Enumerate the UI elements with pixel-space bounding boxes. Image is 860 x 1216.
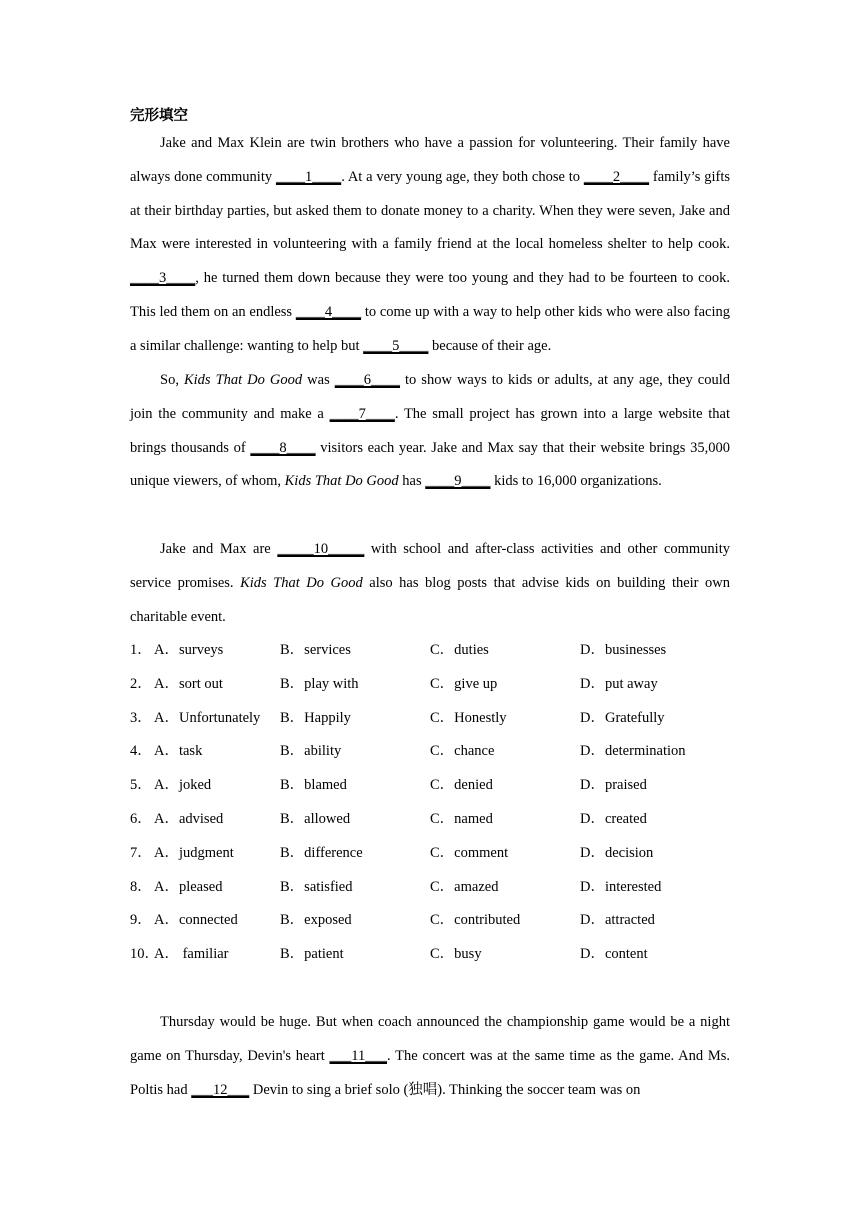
question-number: 10． <box>130 946 159 963</box>
question-number: 5． <box>130 777 152 794</box>
question-number: 4． <box>130 743 152 760</box>
option-d: D．decision <box>580 844 654 861</box>
option-d: D．put away <box>580 675 658 692</box>
question-row <box>130 837 730 871</box>
question-row <box>130 702 730 736</box>
question-number: 6． <box>130 810 152 827</box>
option-c: C．comment <box>430 844 509 861</box>
option-d: D．attracted <box>580 912 655 929</box>
option-b: B．blamed <box>280 777 347 794</box>
text-run: because of their age. <box>428 337 552 354</box>
option-d: D．determination <box>580 743 686 760</box>
blank-3: ____3____ <box>130 270 196 287</box>
option-c: C．busy <box>430 946 482 963</box>
option-c: C．duties <box>430 642 489 658</box>
question-row <box>130 904 730 938</box>
question-row <box>130 769 730 803</box>
blank-4: ____4____ <box>295 303 362 320</box>
option-c: C．named <box>430 810 493 827</box>
question-row <box>130 634 730 668</box>
question-number: 1． <box>130 642 152 658</box>
question-number: 7． <box>130 844 152 861</box>
question-number: 2． <box>130 675 152 692</box>
option-b: B．services <box>280 642 351 658</box>
website-name: Kids That Do Good <box>183 372 303 388</box>
text-run: . The small project has grown into a large website that brings thousands of <box>130 405 731 456</box>
option-a: A．Unfortunately <box>154 709 261 726</box>
option-b: B．Happily <box>280 709 351 726</box>
option-b: B．exposed <box>280 912 352 929</box>
text-run: Jake and Max are <box>160 541 278 557</box>
option-b: B．difference <box>280 844 363 861</box>
blank-7: ____7____ <box>329 405 395 422</box>
option-c: C．Honestly <box>430 709 507 726</box>
text-run: was <box>302 372 335 388</box>
text-run: family’s gifts at their birthday parties, but asked them to donate money to a charity. When they were seven, Jake and Max were interested in volunteering with a family friend at the local homeless shelter to help cook. <box>130 168 730 253</box>
option-a: A． familiar <box>154 946 229 963</box>
passage1-paragraph3 <box>130 533 730 634</box>
option-c: C．amazed <box>430 878 499 895</box>
option-d: D．businesses <box>580 642 667 658</box>
text-run: . The concert was at the same time as the game. And Ms. Poltis had <box>130 1047 730 1098</box>
section-heading: 完形填空 <box>130 108 188 124</box>
question-row <box>130 938 730 972</box>
text-run: Devin to sing a brief solo (独唱). Thinking the soccer team was on <box>249 1081 641 1098</box>
option-a: A．advised <box>154 810 224 827</box>
blank-6: ____6____ <box>334 372 400 388</box>
text-run: also has blog posts that advise kids on building their own charitable event. <box>130 574 730 625</box>
question-row <box>130 668 730 702</box>
text-run: So, <box>160 372 184 388</box>
passage1-paragraph1 <box>130 127 730 364</box>
blank-8: ____8____ <box>250 439 316 456</box>
website-name: Kids That Do Good <box>240 574 363 591</box>
option-b: B．patient <box>280 946 344 963</box>
question-number: 3． <box>130 709 152 726</box>
blank-2: ____2____ <box>583 168 650 185</box>
website-name: Kids That Do Good <box>284 473 399 490</box>
passage1-paragraph2 <box>130 364 730 499</box>
option-b: B．play with <box>280 675 359 692</box>
option-b: B．ability <box>280 743 342 760</box>
option-a: A．surveys <box>154 642 224 658</box>
text-run: Jake and Max Klein are twin brothers who have a passion for volunteering. Their family have always done community <box>130 135 730 185</box>
blank-5: ____5____ <box>363 337 429 354</box>
option-b: B．allowed <box>280 810 351 827</box>
option-a: A．connected <box>154 912 238 929</box>
option-d: D．content <box>580 946 648 963</box>
text-run: visitors each year. Jake and Max say that their website brings 35,000 unique viewers, of whom, <box>130 439 730 490</box>
passage2-paragraph1 <box>130 1006 730 1107</box>
option-a: A．judgment <box>154 844 234 861</box>
option-d: D．Gratefully <box>580 709 665 726</box>
option-a: A．task <box>154 743 203 760</box>
option-a: A．joked <box>154 777 212 794</box>
blank-1: ____1____ <box>275 168 342 185</box>
blank-9: ____9____ <box>425 473 491 490</box>
text-run: kids to 16,000 organizations. <box>490 473 662 490</box>
question-row <box>130 871 730 905</box>
option-d: D．created <box>580 810 647 827</box>
text-run: to come up with a way to help other kids who were also facing a similar challenge: wanting to help but <box>130 303 730 354</box>
option-c: C．give up <box>430 675 498 692</box>
option-b: B．satisfied <box>280 878 353 895</box>
answer-options <box>130 634 730 972</box>
text-run: , he turned them down because they were too young and they had to be fourteen to cook. This led them on an endless <box>130 270 730 320</box>
option-c: C．chance <box>430 743 495 760</box>
question-number: 9． <box>130 912 152 929</box>
blank-12: ___12___ <box>191 1081 250 1098</box>
question-row <box>130 735 730 769</box>
text-run: has <box>398 473 426 490</box>
text-run: with school and after-class activities and other community service promises. <box>130 541 730 591</box>
option-d: D．praised <box>580 777 647 794</box>
blank-11: ___11___ <box>329 1047 387 1064</box>
option-d: D．interested <box>580 878 662 895</box>
option-a: A．pleased <box>154 878 223 895</box>
question-row <box>130 803 730 837</box>
text-run: to show ways to kids or adults, at any age, they could join the community and make a <box>130 372 730 422</box>
text-run: . At a very young age, they both chose to <box>341 168 584 185</box>
blank-10: _____10_____ <box>277 541 365 557</box>
option-c: C．denied <box>430 777 493 794</box>
question-number: 8． <box>130 878 152 895</box>
text-run: Thursday would be huge. But when coach announced the championship game would be a night game on Thursday, Devin's heart <box>130 1014 730 1064</box>
option-a: A．sort out <box>154 675 223 692</box>
option-c: C．contributed <box>430 912 521 929</box>
